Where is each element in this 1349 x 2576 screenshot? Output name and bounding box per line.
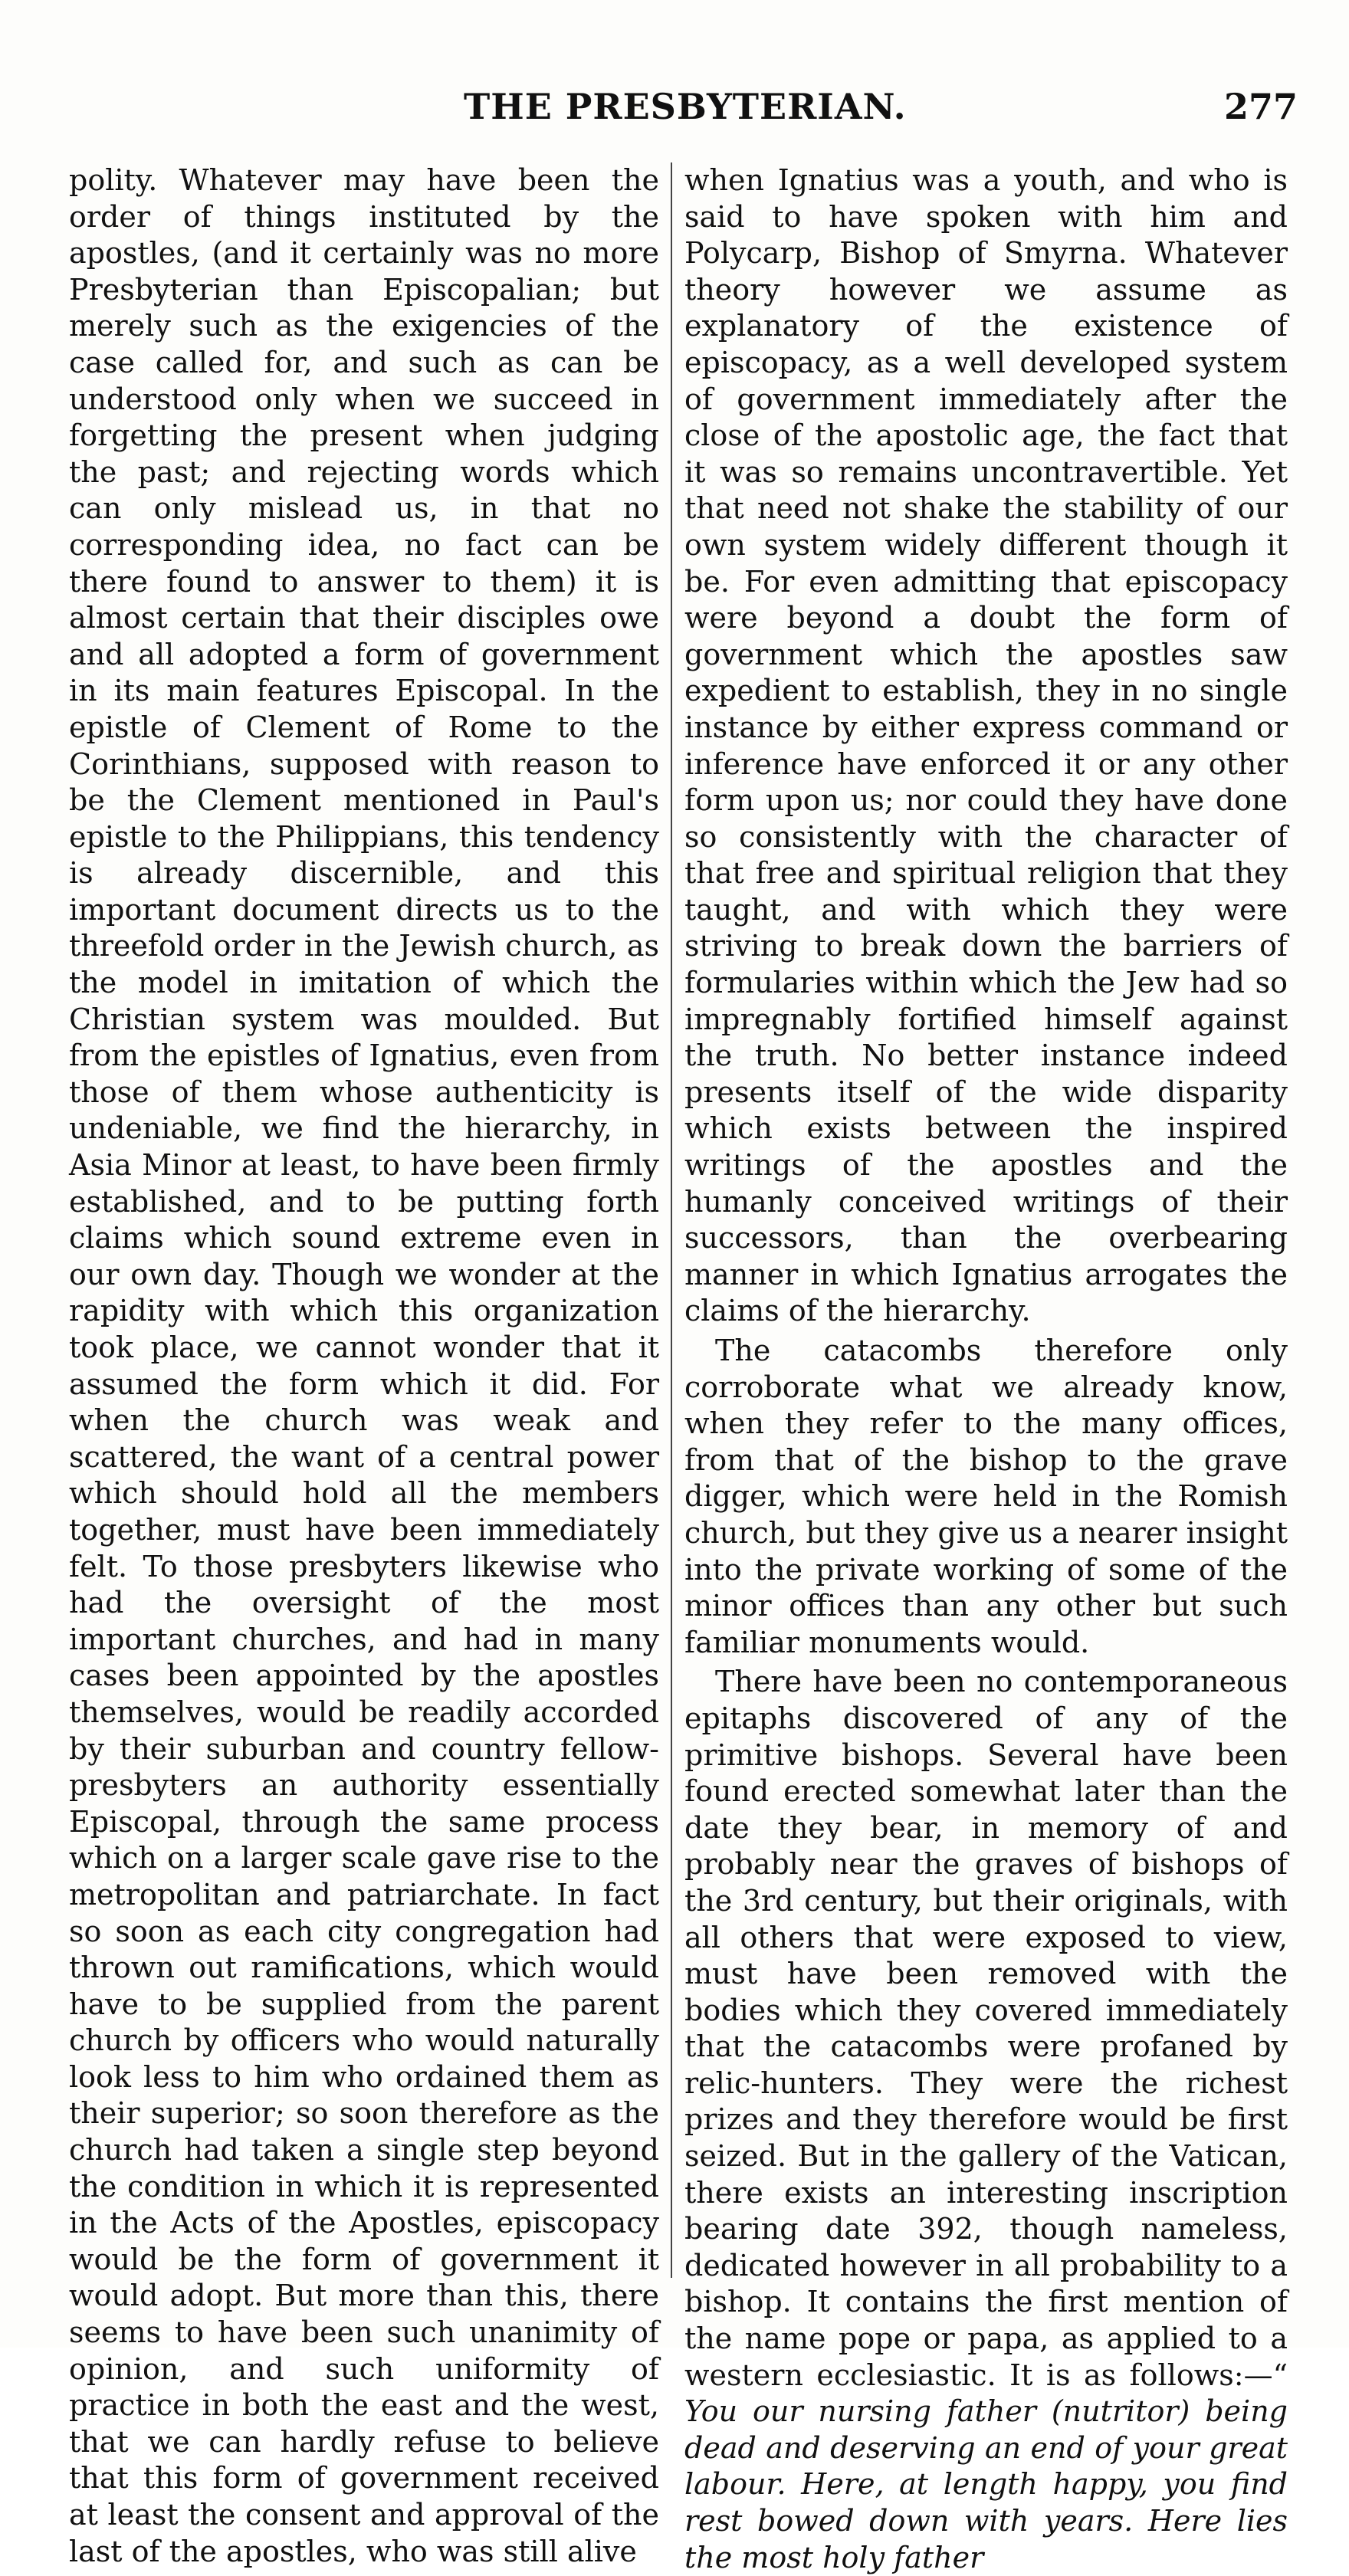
right-column: [684, 162, 1288, 2576]
running-title: THE PRESBYTERIAN.: [464, 86, 907, 127]
right-paragraph-2: The catacombs therefore only corroborate what we already know, when they refer to the many offices, from that of the bishop to the grave digger, which were held in the Romish church, but they give us a nearer insight into the private working of some of the minor offices than any other but such familiar monuments would.: [684, 1334, 1288, 1659]
left-paragraph-1: polity. Whatever may have been the order of things instituted by the apostles, (and it certainly was no more Presbyterian than Episcopalian; but merely such as the exigencies of the case called for, and such as can be understood only when we succeed in forgetting the present when judging the past; and rejecting words which can only mislead us, in that no corresponding idea, no fact can be there found to answer to them) it is almost certain that their disciples owe and all adopted a form of government in its main features Episcopal. In the epistle of Clement of Rome to the Corinthians, supposed with reason to be the Clement mentioned in Paul's epistle to the Philippians, this tendency is already discernible, and this important document directs us to the threefold order in the Jewish church, as the model in imitation of which the Christian system was moulded. But from the epistles of Ignatius, even from those of them whose authenticity is undeniable, we find the hierarchy, in Asia Minor at least, to have been firmly established, and to be putting forth claims which sound extreme even in our own day. Though we wonder at the rapidity with which this organization took place, we cannot wonder that it assumed the form which it did. For when the church was weak and scattered, the want of a central power which should hold all the members together, must have been immediately felt. To those presbyters likewise who had the oversight of the most important churches, and had in many cases been appointed by the apostles themselves, would be readily accorded by their suburban and country fellow-presbyters an authority essentially Episcopal, through the same process which on a larger scale gave rise to the metropolitan and patriarchate. In fact so soon as each city congregation had thrown out ramifications, which would have to be supplied from the parent church by officers who would naturally look less to him who ordained them as their superior; so soon therefore as the church had taken a single step beyond the condition in which it is represented in the Acts of the Apostles, episcopacy would be the form of government it would adopt. But more than this, there seems to have been such unanimity of opinion, and such uniformity of practice in both the east and the west, that we can hardly refuse to believe that this form of government received at least the consent and approval of the last of the apostles, who was still alive: [69, 163, 659, 2568]
right-paragraph-3-text: There have been no contemporaneous epitaphs discovered of any of the primitive bishops. Several have been found erected somewhat later than the date they bear, in memory of and probably near the graves of bishops of the 3rd century, but their originals, with all others that were exposed to view, must have been removed with the bodies which they covered immediately that the catacombs were profaned by relic-hunters. They were the richest prizes and they therefore would be first seized. But in the gallery of the Vatican, there exists an interesting inscription bearing date 392, though nameless, dedicated however in all probability to a bishop. It contains the first mention of the name pope or papa, as applied to a western ecclesiastic. It is as follows:—“: [684, 1665, 1288, 2392]
right-paragraph-1: when Ignatius was a youth, and who is said to have spoken with him and Polycarp, Bishop of Smyrna. Whatever theory however we assume as explanatory of the existence of episcopacy, as a well developed system of government immediately after the close of the apostolic age, the fact that it was so remains uncontravertible. Yet that need not shake the stability of our own system widely different though it be. For even admitting that episcopacy were beyond a doubt the form of government which the apostles saw expedient to establish, they in no single instance by either express command or inference have enforced it or any other form upon us; nor could they have done so consistently with the character of that free and spiritual religion that they taught, and with which they were striving to break down the barriers of formularies within which the Jew had so impregnably fortified himself against the truth. No better instance indeed presents itself of the wide disparity which exists between the inspired writings of the apostles and the humanly conceived writings of their successors, than the overbearing manner in which Ignatius arrogates the claims of the hierarchy.: [684, 163, 1288, 1328]
left-column: [69, 162, 659, 2570]
page-header: [0, 86, 1349, 139]
right-paragraph-3: [684, 1664, 1288, 2576]
page-number: 277: [1224, 86, 1298, 127]
column-divider: [671, 162, 672, 2278]
epitaph-quote: You our nursing father (nutritor) being dead and deserving an end of your great labour. Here, at length happy, you find rest bowed down with years. Here lies the most holy father: [684, 2394, 1288, 2574]
